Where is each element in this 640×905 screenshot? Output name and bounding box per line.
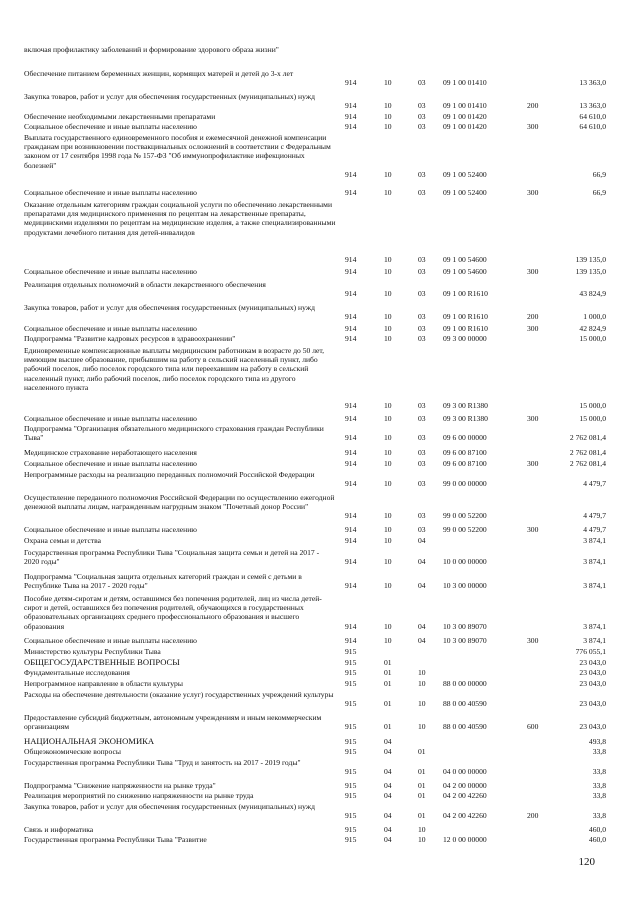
row-vr: 200 xyxy=(527,811,539,821)
row-csr: 04 2 00 00000 xyxy=(443,781,487,790)
row-csr: 99 0 00 00000 xyxy=(443,479,487,489)
row-vr: 300 xyxy=(527,267,539,276)
row-rz: 04 xyxy=(384,811,392,821)
row-rz: 10 xyxy=(384,267,392,276)
row-min: 915 xyxy=(345,699,357,709)
row-min: 915 xyxy=(345,825,357,834)
row-csr: 09 3 00 00000 xyxy=(443,334,487,343)
row-min: 914 xyxy=(345,557,357,567)
row-sum: 66,9 xyxy=(592,169,606,179)
row-csr: 09 1 00 R1610 xyxy=(443,312,488,322)
row-pr: 01 xyxy=(418,791,426,800)
row-pr: 04 xyxy=(418,536,426,545)
row-rz: 04 xyxy=(384,791,392,800)
row-sum: 13 363,0 xyxy=(579,78,606,88)
row-rz: 01 xyxy=(384,658,392,667)
row-min: 914 xyxy=(345,536,357,545)
row-min: 915 xyxy=(345,668,357,677)
row-sum: 23 043,0 xyxy=(579,679,606,688)
row-min: 914 xyxy=(345,289,357,299)
row-csr: 04 2 00 42260 xyxy=(443,811,487,821)
row-csr: 88 0 00 40590 xyxy=(443,699,487,709)
row-name: Реализация мероприятий по снижению напряженности на рынке труда xyxy=(24,791,254,800)
row-min: 915 xyxy=(345,781,357,790)
row-name: Государственная программа Республики Тыва "Труд и занятость на 2017 - 2019 годы" xyxy=(24,758,301,767)
row-sum: 64 610,0 xyxy=(579,122,606,131)
row-sum: 15 000,0 xyxy=(579,334,606,343)
row-pr: 03 xyxy=(418,511,426,521)
row-min: 914 xyxy=(345,581,357,591)
row-pr: 03 xyxy=(418,101,426,111)
row-min: 915 xyxy=(345,835,357,844)
row-min: 914 xyxy=(345,459,357,468)
row-rz: 10 xyxy=(384,511,392,521)
row-min: 914 xyxy=(345,479,357,489)
row-sum: 43 824,9 xyxy=(579,289,606,299)
row-rz: 10 xyxy=(384,122,392,131)
row-pr: 03 xyxy=(418,289,426,299)
row-pr: 01 xyxy=(418,767,426,777)
row-name: Подпрограмма "Социальная защита отдельных категорий граждан и семей с детьми в Республике Тыва на 2017 - 2020 годы" xyxy=(24,572,302,591)
row-min: 915 xyxy=(345,737,357,746)
row-csr: 09 1 00 52400 xyxy=(443,169,487,179)
row-min: 915 xyxy=(345,811,357,821)
row-rz: 04 xyxy=(384,835,392,844)
row-rz: 10 xyxy=(384,636,392,645)
row-rz: 10 xyxy=(384,101,392,111)
row-min: 915 xyxy=(345,767,357,777)
row-min: 914 xyxy=(345,78,357,88)
row-name: Непрограммные расходы на реализацию переданных полномочий Российской Федерации xyxy=(24,470,315,479)
row-rz: 10 xyxy=(384,459,392,468)
row-name: НАЦИОНАЛЬНАЯ ЭКОНОМИКА xyxy=(24,736,155,746)
row-sum: 23 043,0 xyxy=(579,699,606,709)
row-sum: 139 135,0 xyxy=(575,255,606,265)
row-sum: 33,8 xyxy=(592,781,606,790)
row-name: Социальное обеспечение и иные выплаты населению xyxy=(24,122,197,131)
row-sum: 139 135,0 xyxy=(575,267,606,276)
row-csr: 09 1 00 01420 xyxy=(443,122,487,131)
row-csr: 09 1 00 01410 xyxy=(443,78,487,88)
row-min: 914 xyxy=(345,334,357,343)
row-name: Государственная программа Республики Тыва "Развитие xyxy=(24,835,207,844)
row-pr: 01 xyxy=(418,781,426,790)
row-rz: 04 xyxy=(384,737,392,746)
row-pr: 03 xyxy=(418,448,426,457)
row-min: 914 xyxy=(345,267,357,276)
row-vr: 200 xyxy=(527,312,539,322)
row-min: 914 xyxy=(345,122,357,131)
row-name: Обеспечение питанием беременных женщин, кормящих матерей и детей до 3-х лет xyxy=(24,69,294,78)
row-rz: 01 xyxy=(384,668,392,677)
row-csr: 09 1 00 54600 xyxy=(443,267,487,276)
row-csr: 09 6 00 87100 xyxy=(443,448,487,457)
row-pr: 03 xyxy=(418,112,426,121)
row-sum: 23 043,0 xyxy=(579,722,606,732)
row-csr: 09 6 00 87100 xyxy=(443,459,487,468)
row-sum: 3 874,1 xyxy=(583,621,606,631)
row-pr: 03 xyxy=(418,122,426,131)
row-sum: 2 762 081,4 xyxy=(569,448,606,457)
row-csr: 10 0 00 00000 xyxy=(443,557,487,567)
row-name: Министерство культуры Республики Тыва xyxy=(24,647,161,656)
row-csr: 10 3 00 89070 xyxy=(443,636,487,645)
row-sum: 2 762 081,4 xyxy=(569,433,606,443)
row-min: 914 xyxy=(345,511,357,521)
row-vr: 300 xyxy=(527,636,539,645)
row-name: Предоставление субсидий бюджетным, автономным учреждениям и иным некоммерческим организациям xyxy=(24,713,322,732)
row-pr: 03 xyxy=(418,255,426,265)
row-rz: 10 xyxy=(384,448,392,457)
row-rz: 04 xyxy=(384,767,392,777)
row-name: Подпрограмма "Организация обязательного медицинского страхования граждан Республики Тыва" xyxy=(24,424,324,443)
row-min: 915 xyxy=(345,647,357,656)
row-csr: 09 3 00 R1380 xyxy=(443,414,488,423)
row-sum: 4 479,7 xyxy=(583,511,606,521)
row-min: 914 xyxy=(345,188,357,197)
row-sum: 13 363,0 xyxy=(579,101,606,111)
row-rz: 01 xyxy=(384,722,392,732)
row-sum: 33,8 xyxy=(592,767,606,777)
row-rz: 10 xyxy=(384,479,392,489)
row-vr: 300 xyxy=(527,188,539,197)
row-name: Осуществление переданного полномочия Российской Федерации по осуществлению ежегодной денежной выплаты лицам, награжденным нагрудным знаком "Почетный донор России" xyxy=(24,493,335,512)
row-name: Социальное обеспечение и иные выплаты населению xyxy=(24,525,197,534)
row-rz: 10 xyxy=(384,401,392,411)
row-csr: 09 1 00 52400 xyxy=(443,188,487,197)
row-min: 915 xyxy=(345,679,357,688)
row-name: Непрограммное направление в области культуры xyxy=(24,679,183,688)
row-pr: 04 xyxy=(418,581,426,591)
row-rz: 10 xyxy=(384,289,392,299)
row-pr: 03 xyxy=(418,169,426,179)
row-sum: 33,8 xyxy=(592,747,606,756)
row-pr: 01 xyxy=(418,747,426,756)
row-csr: 12 0 00 00000 xyxy=(443,835,487,844)
row-pr: 10 xyxy=(418,679,426,688)
row-rz: 10 xyxy=(384,324,392,333)
row-csr: 09 3 00 R1380 xyxy=(443,401,488,411)
row-sum: 15 000,0 xyxy=(579,414,606,423)
row-csr: 88 0 00 00000 xyxy=(443,679,487,688)
row-min: 914 xyxy=(345,525,357,534)
row-name: Государственная программа Республики Тыва "Социальная защита семьи и детей на 2017 - 2020 годы" xyxy=(24,548,320,567)
row-pr: 03 xyxy=(418,267,426,276)
row-rz: 04 xyxy=(384,825,392,834)
row-name: Социальное обеспечение и иные выплаты населению xyxy=(24,459,197,468)
row-name: Пособие детям-сиротам и детям, оставшимся без попечения родителей, лиц из числа детей-сирот и детей, оставшихся без попечения родителей, обучающихся в государственных образовательных организациях среднего профессионального образования и высшего образования xyxy=(24,594,322,631)
row-csr: 10 3 00 89070 xyxy=(443,621,487,631)
page-number: 120 xyxy=(578,856,595,868)
row-vr: 600 xyxy=(527,722,539,732)
row-rz: 10 xyxy=(384,169,392,179)
row-csr: 09 1 00 01420 xyxy=(443,112,487,121)
row-min: 914 xyxy=(345,433,357,443)
row-name: Социальное обеспечение и иные выплаты населению xyxy=(24,267,197,276)
row-sum: 3 874,1 xyxy=(583,581,606,591)
row-pr: 03 xyxy=(418,324,426,333)
row-rz: 10 xyxy=(384,255,392,265)
row-name: Охрана семьи и детства xyxy=(24,536,101,545)
row-csr: 99 0 00 52200 xyxy=(443,525,487,534)
row-name: Подпрограмма "Развитие кадровых ресурсов в здравоохранении" xyxy=(24,334,236,343)
row-name: включая профилактику заболеваний и формирование здорового образа жизни" xyxy=(24,45,279,54)
row-csr: 09 1 00 R1610 xyxy=(443,289,488,299)
row-name: Общеэкономические вопросы xyxy=(24,747,121,756)
row-sum: 33,8 xyxy=(592,791,606,800)
row-min: 914 xyxy=(345,324,357,333)
row-rz: 10 xyxy=(384,188,392,197)
row-rz: 10 xyxy=(384,112,392,121)
row-pr: 04 xyxy=(418,621,426,631)
row-pr: 10 xyxy=(418,668,426,677)
row-csr: 10 3 00 00000 xyxy=(443,581,487,591)
row-sum: 493,8 xyxy=(588,737,606,746)
row-pr: 01 xyxy=(418,811,426,821)
row-csr: 09 6 00 00000 xyxy=(443,433,487,443)
row-csr: 99 0 00 52200 xyxy=(443,511,487,521)
row-name: Обеспечение необходимыми лекарственными препаратами xyxy=(24,112,216,121)
row-pr: 03 xyxy=(418,78,426,88)
row-sum: 33,8 xyxy=(592,811,606,821)
row-sum: 1 000,0 xyxy=(583,312,606,322)
row-min: 915 xyxy=(345,791,357,800)
row-vr: 200 xyxy=(527,101,539,111)
row-pr: 03 xyxy=(418,334,426,343)
row-min: 914 xyxy=(345,401,357,411)
row-name: Закупка товаров, работ и услуг для обеспечения государственных (муниципальных) нужд xyxy=(24,802,315,811)
row-name: Закупка товаров, работ и услуг для обеспечения государственных (муниципальных) нужд xyxy=(24,92,315,101)
row-pr: 03 xyxy=(418,414,426,423)
row-name: Социальное обеспечение и иные выплаты населению xyxy=(24,414,197,423)
row-sum: 42 824,9 xyxy=(579,324,606,333)
row-name: Социальное обеспечение и иные выплаты населению xyxy=(24,636,197,645)
row-name: Единовременные компенсационные выплаты медицинским работникам в возрасте до 50 лет, имеющим высшее образование, прибывшим на работу в сельский населенный пункт, либо рабочий поселок, либо поселок городского типа или переехавшим на работу в сельский населенный пункт, либо рабочий поселок, либо поселок городского типа из другого населенного пункта xyxy=(24,346,325,392)
row-rz: 04 xyxy=(384,781,392,790)
row-min: 914 xyxy=(345,101,357,111)
row-rz: 10 xyxy=(384,433,392,443)
row-pr: 03 xyxy=(418,433,426,443)
row-csr: 09 1 00 R1610 xyxy=(443,324,488,333)
row-name: Выплата государственного единовременного пособия и ежемесячной денежной компенсации гражданам при возникновении поствакцинальных осложнений в соответствии с Федеральным законом от 17 сентября 1998 года № 157-ФЗ "Об иммунопрофилактике инфекционных болезней" xyxy=(24,133,331,170)
row-pr: 10 xyxy=(418,825,426,834)
row-rz: 10 xyxy=(384,414,392,423)
row-rz: 10 xyxy=(384,536,392,545)
row-vr: 300 xyxy=(527,459,539,468)
row-sum: 3 874,1 xyxy=(583,536,606,545)
row-sum: 460,0 xyxy=(588,825,606,834)
row-min: 915 xyxy=(345,747,357,756)
row-sum: 4 479,7 xyxy=(583,525,606,534)
row-pr: 03 xyxy=(418,525,426,534)
row-sum: 460,0 xyxy=(588,835,606,844)
row-sum: 776 055,1 xyxy=(575,647,606,656)
row-sum: 64 610,0 xyxy=(579,112,606,121)
row-rz: 10 xyxy=(384,557,392,567)
row-rz: 10 xyxy=(384,334,392,343)
row-rz: 01 xyxy=(384,679,392,688)
row-sum: 23 043,0 xyxy=(579,658,606,667)
row-rz: 10 xyxy=(384,312,392,322)
row-min: 914 xyxy=(345,448,357,457)
row-vr: 300 xyxy=(527,122,539,131)
row-name: Подпрограмма "Снижение напряженности на рынке труда" xyxy=(24,781,216,790)
row-pr: 04 xyxy=(418,636,426,645)
row-vr: 300 xyxy=(527,414,539,423)
row-sum: 2 762 081,4 xyxy=(569,459,606,468)
row-pr: 10 xyxy=(418,699,426,709)
row-pr: 03 xyxy=(418,479,426,489)
row-name: Социальное обеспечение и иные выплаты населению xyxy=(24,188,197,197)
row-name: Оказание отдельным категориям граждан социальной услуги по обеспечению лекарственными препаратами для медицинского применения по рецептам на лекарственные препараты, медицинскими изделиями по рецептам на медицинские изделия, а также специализированными продуктами лечебного питания для детей-инвалидов xyxy=(24,200,336,237)
row-min: 914 xyxy=(345,255,357,265)
row-pr: 10 xyxy=(418,722,426,732)
row-name: Связь и информатика xyxy=(24,825,94,834)
row-min: 915 xyxy=(345,722,357,732)
row-rz: 10 xyxy=(384,621,392,631)
row-min: 914 xyxy=(345,312,357,322)
row-rz: 01 xyxy=(384,699,392,709)
row-csr: 88 0 00 40590 xyxy=(443,722,487,732)
row-pr: 03 xyxy=(418,188,426,197)
row-sum: 23 043,0 xyxy=(579,668,606,677)
row-csr: 09 1 00 01410 xyxy=(443,101,487,111)
row-sum: 15 000,0 xyxy=(579,401,606,411)
row-sum: 4 479,7 xyxy=(583,479,606,489)
row-name: Фундаментальные исследования xyxy=(24,668,130,677)
row-rz: 10 xyxy=(384,581,392,591)
row-pr: 03 xyxy=(418,312,426,322)
row-rz: 04 xyxy=(384,747,392,756)
row-sum: 3 874,1 xyxy=(583,636,606,645)
row-vr: 300 xyxy=(527,324,539,333)
row-min: 914 xyxy=(345,112,357,121)
row-name: Реализация отдельных полномочий в области лекарственного обеспечения xyxy=(24,280,266,289)
row-pr: 04 xyxy=(418,557,426,567)
row-pr: 10 xyxy=(418,835,426,844)
row-name: Социальное обеспечение и иные выплаты населению xyxy=(24,324,197,333)
row-name: Расходы на обеспечение деятельности (оказание услуг) государственных учреждений культуры xyxy=(24,690,334,699)
row-pr: 03 xyxy=(418,401,426,411)
row-pr: 03 xyxy=(418,459,426,468)
row-csr: 09 1 00 54600 xyxy=(443,255,487,265)
row-min: 914 xyxy=(345,414,357,423)
row-rz: 10 xyxy=(384,525,392,534)
row-rz: 10 xyxy=(384,78,392,88)
row-name: Закупка товаров, работ и услуг для обеспечения государственных (муниципальных) нужд xyxy=(24,303,315,312)
row-sum: 66,9 xyxy=(592,188,606,197)
row-csr: 04 2 00 42260 xyxy=(443,791,487,800)
row-min: 914 xyxy=(345,636,357,645)
row-csr: 04 0 00 00000 xyxy=(443,767,487,777)
row-vr: 300 xyxy=(527,525,539,534)
row-name: ОБЩЕГОСУДАРСТВЕННЫЕ ВОПРОСЫ xyxy=(24,657,180,667)
row-min: 914 xyxy=(345,169,357,179)
row-name: Медицинское страхование неработающего населения xyxy=(24,448,197,457)
row-sum: 3 874,1 xyxy=(583,557,606,567)
row-min: 915 xyxy=(345,658,357,667)
row-min: 914 xyxy=(345,621,357,631)
